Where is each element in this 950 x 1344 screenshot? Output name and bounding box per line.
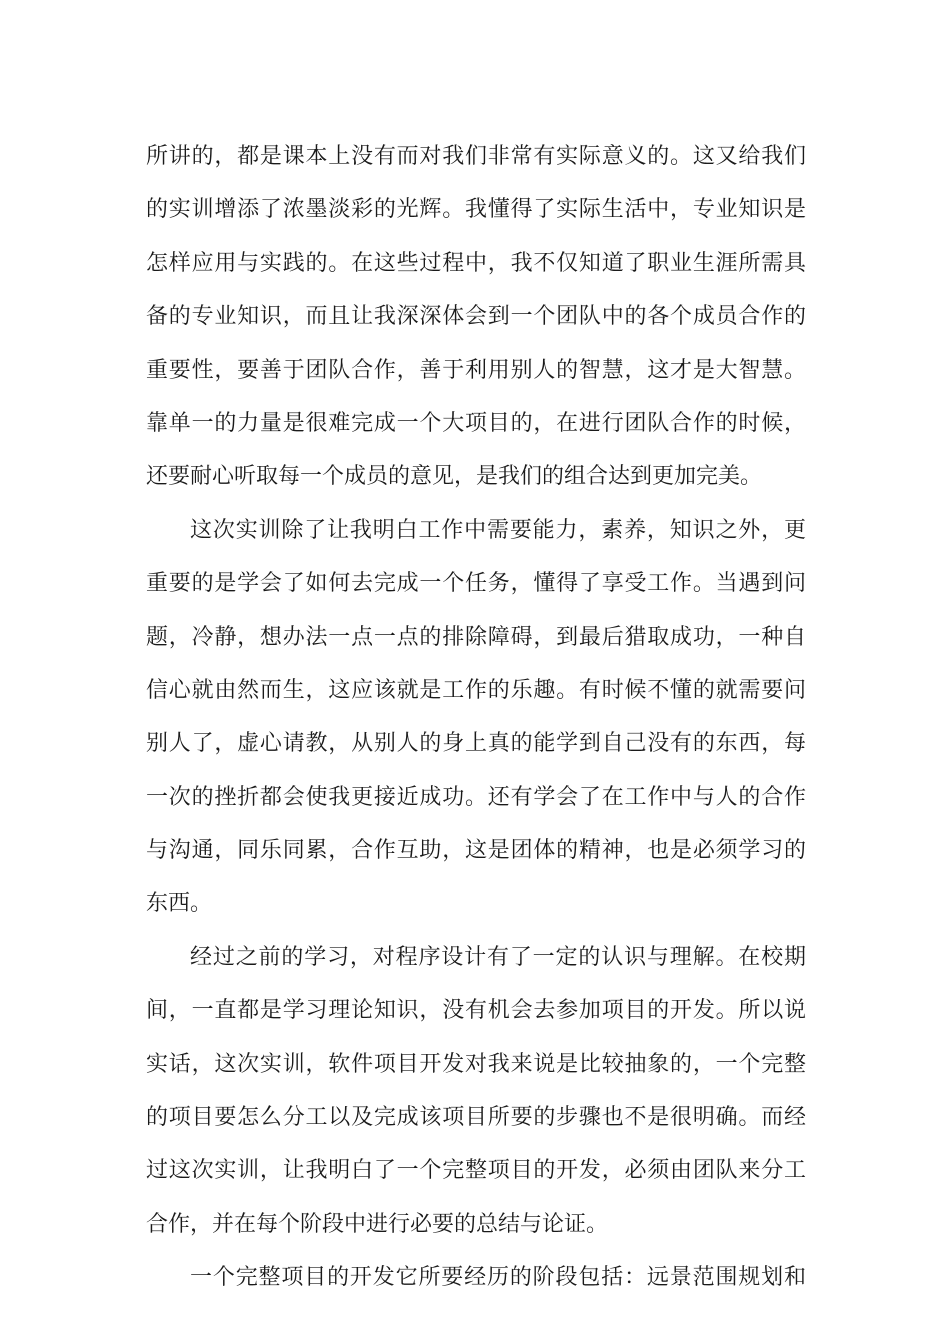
text-line: 的项目要怎么分工以及完成该项目所要的步骤也不是很明确。而经 — [146, 1105, 806, 1131]
text-line: 重要性，要善于团队合作，善于利用别人的智慧，这才是大智慧。 — [146, 357, 806, 383]
text-line: 信心就由然而生，这应该就是工作的乐趣。有时候不懂的就需要问 — [146, 677, 806, 703]
document-body — [146, 130, 806, 1305]
text-line: 别人了，虚心请教，从别人的身上真的能学到自己没有的东西，每 — [146, 731, 806, 757]
text-line: 所讲的，都是课本上没有而对我们非常有实际意义的。这又给我们 — [146, 144, 806, 169]
text-line: 与沟通，同乐同累，合作互助，这是团体的精神，也是必须学习的 — [146, 838, 806, 864]
text-line: 过这次实训，让我明白了一个完整项目的开发，必须由团队来分工 — [146, 1158, 806, 1184]
text-line: 的实训增添了浓墨淡彩的光辉。我懂得了实际生活中，专业知识是 — [146, 197, 806, 223]
text-line: 题，冷静，想办法一点一点的排除障碍，到最后猎取成功，一种自 — [146, 624, 806, 650]
paragraph-first-line: 这次实训除了让我明白工作中需要能力，素养，知识之外，更 — [190, 517, 806, 543]
paragraph-first-line: 经过之前的学习，对程序设计有了一定的认识与理解。在校期 — [190, 944, 806, 970]
text-line: 东西。 — [146, 891, 213, 917]
text-line: 合作，并在每个阶段中进行必要的总结与论证。 — [146, 1211, 609, 1237]
text-line: 重要的是学会了如何去完成一个任务，懂得了享受工作。当遇到问 — [146, 571, 806, 597]
text-line: 靠单一的力量是很难完成一个大项目的，在进行团队合作的时候， — [146, 410, 806, 436]
paragraph-first-line: 一个完整项目的开发它所要经历的阶段包括：远景范围规划和 — [190, 1265, 806, 1291]
text-line: 怎样应用与实践的。在这些过程中，我不仅知道了职业生涯所需具 — [146, 250, 806, 276]
text-line: 实话，这次实训，软件项目开发对我来说是比较抽象的，一个完整 — [146, 1051, 806, 1077]
text-line: 一次的挫折都会使我更接近成功。还有学会了在工作中与人的合作 — [146, 784, 806, 810]
text-line: 备的专业知识，而且让我深深体会到一个团队中的各个成员合作的 — [146, 304, 806, 330]
text-line: 间，一直都是学习理论知识，没有机会去参加项目的开发。所以说 — [146, 998, 806, 1024]
text-line: 还要耐心听取每一个成员的意见，是我们的组合达到更加完美。 — [146, 464, 763, 490]
